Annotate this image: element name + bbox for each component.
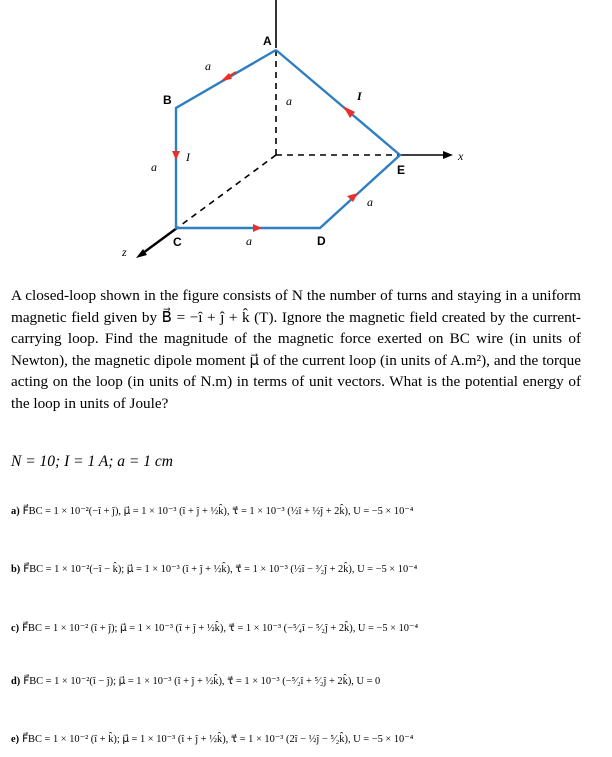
loop-figure [0,0,612,275]
current-arrow-BC [172,151,180,160]
label-a-top: a [205,59,211,73]
label-D: D [317,234,326,248]
answer-option-d[interactable] [11,675,380,687]
label-A: A [263,34,272,48]
label-z: z [122,245,127,259]
label-E: E [397,163,406,177]
option-text: F⃗BC = 1 × 10⁻²(î − ĵ); μ⃗ = 1 × 10⁻³ (î + ĵ + ½k̂), τ⃗ = 1 × 10⁻³ (−⁵⁄₂î + ⁵⁄₂ĵ + 2k̂), U = 0 [23,676,381,687]
option-label: d) [11,676,21,687]
label-I-right: I [357,89,362,103]
label-a-left: a [151,160,157,174]
given-parameters: N = 10; I = 1 A; a = 1 cm [11,453,173,470]
option-label: a) [11,506,20,517]
label-B: B [163,93,172,107]
option-text: F⃗BC = 1 × 10⁻² (î + ĵ); μ⃗ = 1 × 10⁻³ (î + ĵ + ½k̂), τ⃗ = 1 × 10⁻³ (−⁵⁄₄î − ⁵⁄₂ĵ + 2k̂), U = −5 × 10⁻⁴ [22,623,419,634]
answer-option-a[interactable] [11,505,413,517]
option-label: b) [11,564,21,575]
dashed-axis-diagonal [177,155,276,228]
problem-statement: A closed-loop shown in the figure consists of N the number of turns and staying in a uniform magnetic field given by B⃗ = −î + ĵ + k̂ (T). Ignore the magnetic field created by the current- carrying loop. Find the magnitude of the magnetic force exerted on BC wire (in units of Newton), the magnetic dipole moment μ⃗ of the current loop (in units of A.m²), and the torque acting on the loop (in units of N.m) in terms of unit vectors. What is the potential energy of the loop in units of Joule? [11,287,581,412]
answer-option-b[interactable] [11,563,417,575]
label-I-left: I [186,150,190,164]
x-axis-arrowhead [443,151,453,159]
label-a-vertical: a [286,94,292,108]
option-text: F⃗BC = 1 × 10⁻²(−î − k̂); μ⃗ = 1 × 10⁻³ (î + ĵ + ½k̂), τ⃗ = 1 × 10⁻³ (½î − ³⁄₂ĵ + 2k̂), U = −5 × 10⁻⁴ [23,564,418,575]
label-x: x [458,149,464,163]
answer-option-c[interactable] [11,622,418,634]
label-C: C [173,235,182,249]
label-a-bottom: a [246,234,252,248]
option-label: e) [11,734,20,745]
option-text: F⃗BC = 1 × 10⁻²(−î + ĵ), μ⃗ = 1 × 10⁻³ (î + ĵ + ½k̂), τ⃗ = 1 × 10⁻³ (½î + ½ĵ + 2k̂), U = −5 × 10⁻⁴ [22,506,414,517]
option-label: c) [11,623,20,634]
answer-option-e[interactable] [11,733,413,745]
label-a-diagonal: a [367,195,373,209]
current-arrow-AB [221,72,236,81]
current-arrow-CD [253,224,262,232]
z-axis-diagonal [143,228,177,253]
option-text: F⃗BC = 1 × 10⁻² (î + k̂); μ⃗ = 1 × 10⁻³ (î + ĵ + ½k̂), τ⃗ = 1 × 10⁻³ (2î − ½ĵ − ⁵⁄₂k̂), U = −5 × 10⁻⁴ [22,734,414,745]
